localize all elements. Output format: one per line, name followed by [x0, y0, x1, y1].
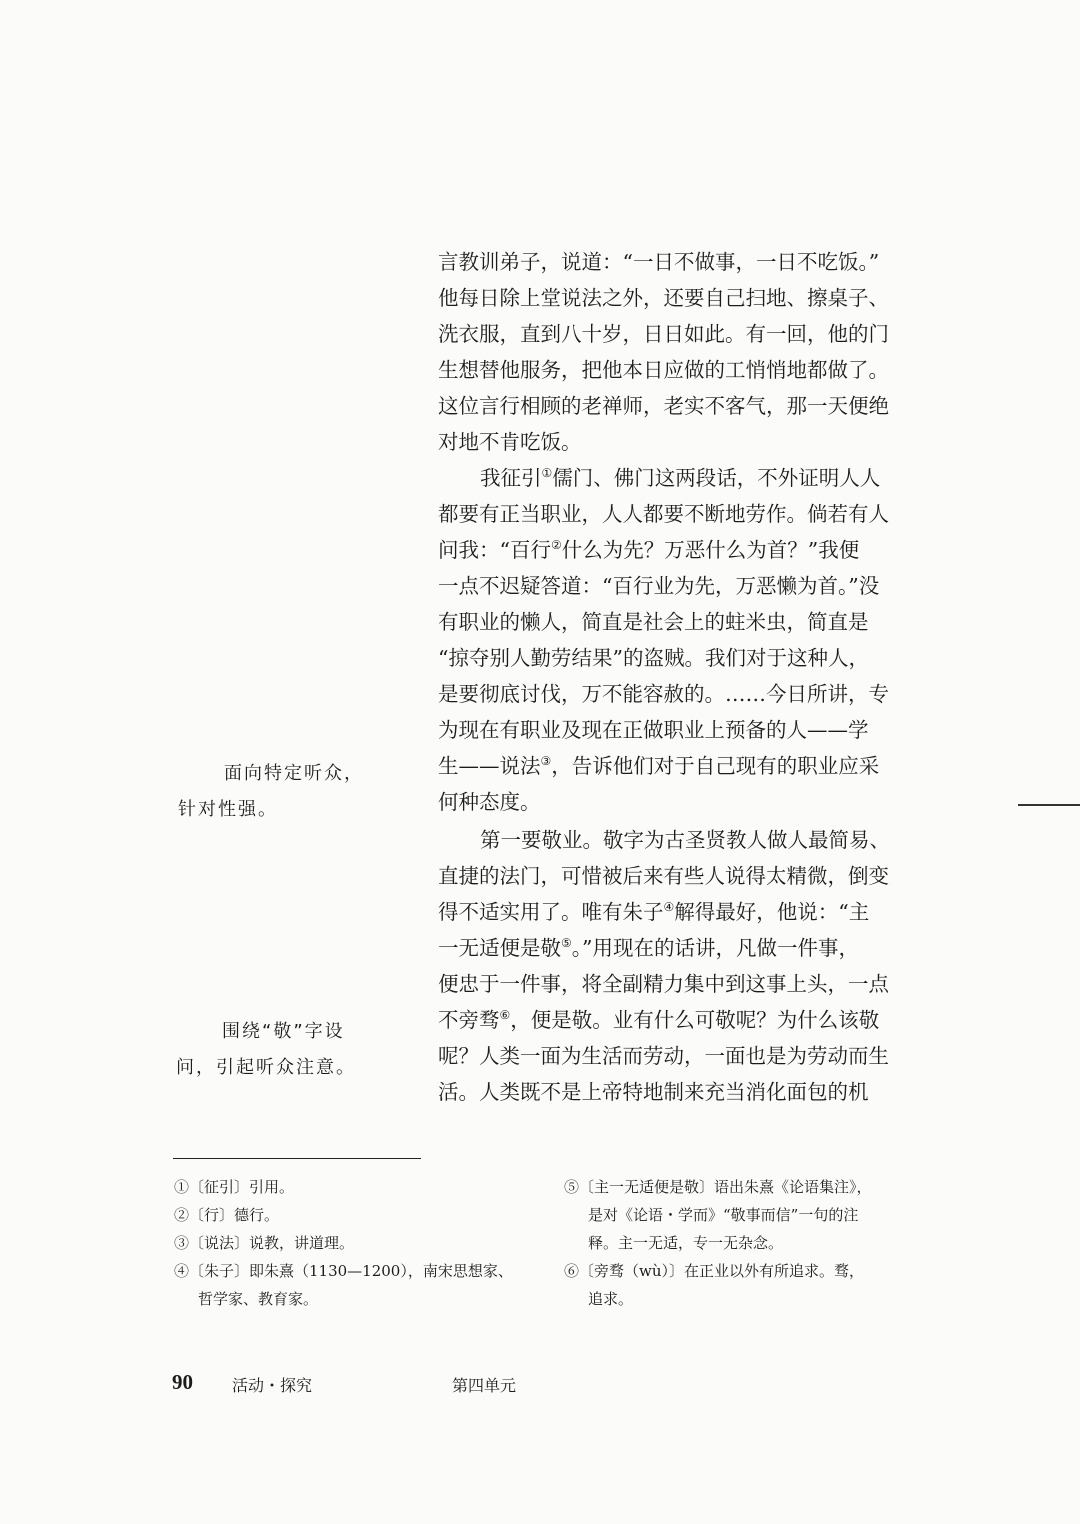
- body-line: 对地不肯吃饭。: [438, 430, 582, 454]
- footnote: ②〔行〕德行。: [174, 1206, 280, 1224]
- body-line: [438, 1002, 879, 1038]
- body-text: 一无适便是敬: [438, 936, 561, 960]
- side-note: 问，引起听众注意。: [176, 1057, 356, 1078]
- body-line: [438, 930, 859, 966]
- footnote-ref: ②: [550, 538, 562, 552]
- side-note: 围绕“敬”字设: [222, 1021, 345, 1042]
- body-line: 言教训弟子，说道：“一日不做事，一日不吃饭。”: [438, 250, 880, 274]
- footnote: ③〔说法〕说教，讲道理。: [174, 1234, 355, 1252]
- unit-title: 第四单元: [452, 1376, 517, 1395]
- body-text: 儒门、佛门这两段话，不外证明人人: [552, 466, 881, 490]
- body-text: 不旁骛: [438, 1008, 500, 1032]
- footnote-ref: ④: [663, 900, 675, 914]
- body-line: [438, 894, 869, 930]
- footnote-ref: ①: [541, 466, 553, 480]
- body-line: 第一要敬业。敬字为古圣贤教人做人最简易、: [480, 828, 890, 852]
- body-text: 。”用现在的话讲，凡做一件事，: [571, 936, 859, 960]
- body-line: 他每日除上堂说法之外，还要自己扫地、擦桌子、: [438, 286, 889, 310]
- side-note: 面向特定听众，: [224, 763, 364, 784]
- body-line: [480, 460, 880, 496]
- body-line: 都要有正当职业，人人都要不断地劳作。倘若有人: [438, 502, 889, 526]
- body-line: 是要彻底讨伐，万不能容赦的。……今日所讲，专: [438, 682, 889, 706]
- margin-mark: [1018, 804, 1080, 806]
- footnote: 哲学家、教育家。: [198, 1290, 319, 1308]
- footnote-ref: ⑤: [561, 936, 572, 950]
- body-line: 便忠于一件事，将全副精力集中到这事上头，一点: [438, 972, 889, 996]
- body-line: [438, 532, 859, 568]
- footnote: ⑤〔主一无适便是敬〕语出朱熹《论语集注》，: [564, 1178, 872, 1196]
- body-text: 生——说法: [438, 754, 541, 778]
- footnote-ref: ⑥: [499, 1008, 511, 1022]
- footnote: ⑥〔旁骛（wù）〕在正业以外有所追求。骛，: [564, 1262, 865, 1280]
- body-line: 洗衣服，直到八十岁，日日如此。有一回，他的门: [438, 322, 889, 346]
- footnote-ref: ③: [540, 754, 552, 768]
- footnote: ①〔征引〕引用。: [174, 1178, 295, 1196]
- body-line: 呢？人类一面为生活而劳动，一面也是为劳动而生: [438, 1044, 889, 1068]
- body-text: 问我：“百行: [438, 538, 551, 562]
- page-number: 90: [172, 1370, 193, 1394]
- body-line: 有职业的懒人，简直是社会上的蛀米虫，简直是: [438, 610, 869, 634]
- body-line: [438, 748, 879, 784]
- body-text: 我征引: [480, 466, 542, 490]
- body-line: 何种态度。: [438, 790, 541, 814]
- section-title: 活动・探究: [232, 1376, 313, 1395]
- body-line: 为现在有职业及现在正做职业上预备的人——学: [438, 718, 869, 742]
- body-line: “掠夺别人勤劳结果”的盗贼。我们对于这种人，: [438, 646, 869, 670]
- body-text: 解得最好，他说：“主: [674, 900, 870, 924]
- footnote: ④〔朱子〕即朱熹（1130—1200），南宋思想家、: [174, 1262, 513, 1280]
- side-note: 针对性强。: [178, 799, 278, 820]
- footnote: 追求。: [588, 1290, 634, 1308]
- body-line: 活。人类既不是上帝特地制来充当消化面包的机: [438, 1080, 869, 1104]
- body-line: 生想替他服务，把他本日应做的工悄悄地都做了。: [438, 358, 889, 382]
- footnote-rule: [173, 1158, 421, 1159]
- footnote: 是对《论语・学而》“敬事而信”一句的注: [588, 1206, 859, 1224]
- body-text: ，便是敬。业有什么可敬呢？为什么该敬: [510, 1008, 880, 1032]
- body-text: 得不适实用了。唯有朱子: [438, 900, 664, 924]
- body-line: 直捷的法门，可惜被后来有些人说得太精微，倒变: [438, 864, 889, 888]
- body-text: 什么为先？万恶什么为首？”我便: [561, 538, 860, 562]
- body-text: ，告诉他们对于自己现有的职业应采: [551, 754, 880, 778]
- body-line: 一点不迟疑答道：“百行业为先，万恶懒为首。”没: [438, 574, 880, 598]
- body-line: 这位言行相顾的老禅师，老实不客气，那一天便绝: [438, 394, 889, 418]
- footnote: 释。主一无适，专一无杂念。: [588, 1234, 784, 1252]
